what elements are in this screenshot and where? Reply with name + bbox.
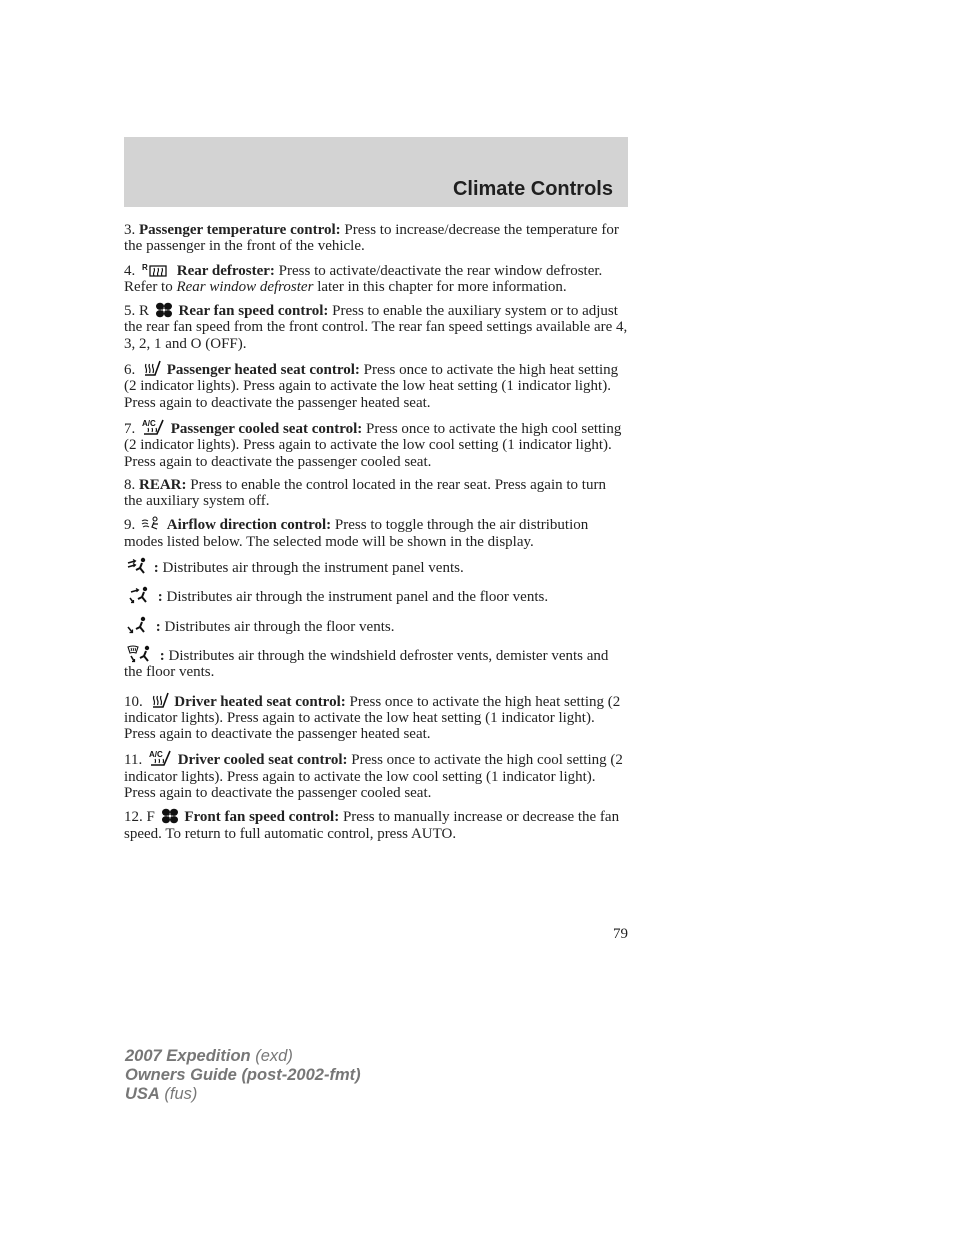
mode-panel	[124, 557, 628, 576]
mode-separator: :	[153, 560, 159, 577]
item-label: REAR:	[139, 476, 187, 493]
item-number: 7.	[124, 420, 136, 437]
item-text: Press to toggle through the air distribution modes listed below. The selected mode will be shown in the display.	[124, 517, 589, 550]
item-label: Front fan speed control:	[184, 809, 340, 826]
cooled-seat-icon	[141, 418, 165, 436]
item-rear-defroster	[124, 262, 628, 296]
item-label: Driver heated seat control:	[174, 693, 346, 710]
section-title: Climate Controls	[452, 178, 613, 200]
page-number: 79	[613, 926, 628, 942]
defrost-floor-vent-icon	[126, 645, 154, 663]
item-text: Press once to activate the high cool setting (2 indicator lights). Press again to activate the low cool setting (1 indicator light). Press again to deactivate the passenger cooled seat.	[124, 420, 622, 470]
item-number: 4.	[124, 262, 136, 279]
mode-defrost-floor	[124, 645, 628, 681]
panel-floor-vent-icon	[126, 586, 152, 604]
heated-seat-icon	[141, 359, 161, 377]
fan-icon	[161, 808, 179, 824]
fan-icon	[155, 302, 173, 318]
mode-text: Distributes air through the floor vents.	[164, 618, 395, 635]
heated-seat-icon	[149, 691, 169, 709]
item-label: Rear fan speed control:	[178, 303, 329, 320]
item-passenger-temperature	[124, 222, 628, 255]
item-label: Passenger cooled seat control:	[170, 420, 363, 437]
item-label: Airflow direction control:	[166, 517, 332, 534]
item-label: Passenger heated seat control:	[166, 362, 360, 379]
item-front-fan-speed	[124, 808, 628, 842]
item-label: Rear defroster:	[176, 262, 275, 279]
item-airflow-direction	[124, 516, 628, 550]
mode-text: Distributes air through the instrument panel and the floor vents.	[166, 589, 549, 606]
item-rear-fan-speed	[124, 302, 628, 352]
item-driver-heated-seat	[124, 691, 628, 743]
ac-icon-label: A/C	[148, 750, 163, 760]
document-footer	[125, 1047, 361, 1104]
page-content	[124, 222, 628, 849]
item-number: 12. F	[124, 809, 155, 826]
item-number: 6.	[124, 362, 136, 379]
item-passenger-heated-seat	[124, 359, 628, 411]
floor-vent-icon	[126, 616, 150, 634]
item-rear	[124, 477, 628, 510]
mode-separator: :	[155, 618, 161, 635]
footer-line-2: Owners Guide (post-2002-fmt)	[125, 1066, 361, 1084]
cross-reference: Rear window defroster	[176, 278, 314, 295]
footer-line-3: USA (fus)	[125, 1085, 198, 1103]
item-label: Driver cooled seat control:	[177, 752, 348, 769]
item-text: Press to enable the auxiliary system or to adjust the rear fan speed from the front control. The rear fan speed settings available are 4, 3, 2, 1 and O (OFF).	[124, 303, 628, 352]
item-text: Press to manually increase or decrease the fan speed. To return to full automatic control, press AUTO.	[124, 809, 620, 842]
item-text: Press once to activate the high heat setting (2 indicator lights). Press again to activate the low heat setting (1 indicator light). Press again to deactivate the passenger heated seat.	[124, 693, 621, 743]
mode-text: Distributes air through the windshield defroster vents, demister vents and the floor vents.	[124, 647, 609, 681]
footer-line-1: 2007 Expedition (exd)	[125, 1047, 293, 1065]
section-header	[124, 137, 628, 207]
item-text: Press to enable the control located in the rear seat. Press again to turn the auxiliary system off.	[124, 476, 606, 510]
item-number: 9.	[124, 517, 136, 534]
ac-icon-label: A/C	[142, 418, 156, 428]
item-text: Press once to activate the high heat setting (2 indicator lights). Press again to activate the low heat setting (1 indicator light). Press again to deactivate the passenger heated seat.	[124, 362, 619, 411]
item-text: later in this chapter for more information.	[313, 278, 567, 295]
panel-vent-icon	[126, 557, 148, 575]
mode-separator: :	[157, 589, 163, 606]
mode-floor	[124, 616, 628, 635]
rear-defrost-icon-label: R	[142, 262, 148, 272]
item-label: Passenger temperature control:	[139, 222, 341, 238]
item-number: 5. R	[124, 303, 150, 320]
item-text: Press to activate/deactivate the rear window defroster. Refer to	[124, 262, 603, 295]
item-text: Press to increase/decrease the temperature for the passenger in the front of the vehicle.	[124, 222, 619, 255]
item-number: 10.	[124, 693, 143, 710]
mode-panel-floor	[124, 586, 628, 605]
airflow-icon	[141, 516, 161, 532]
mode-separator: :	[159, 647, 165, 664]
item-number: 8.	[124, 476, 136, 493]
rear-defrost-icon	[141, 262, 171, 278]
mode-text: Distributes air through the instrument panel vents.	[162, 560, 464, 577]
cooled-seat-icon	[148, 749, 172, 767]
item-number: 3.	[124, 222, 136, 238]
item-number: 11.	[124, 752, 143, 769]
item-driver-cooled-seat	[124, 749, 628, 801]
item-passenger-cooled-seat	[124, 418, 628, 470]
item-text: Press once to activate the high cool setting (2 indicator lights). Press again to activate the low cool setting (1 indicator light). Press again to deactivate the passenger cooled seat.	[124, 752, 623, 802]
